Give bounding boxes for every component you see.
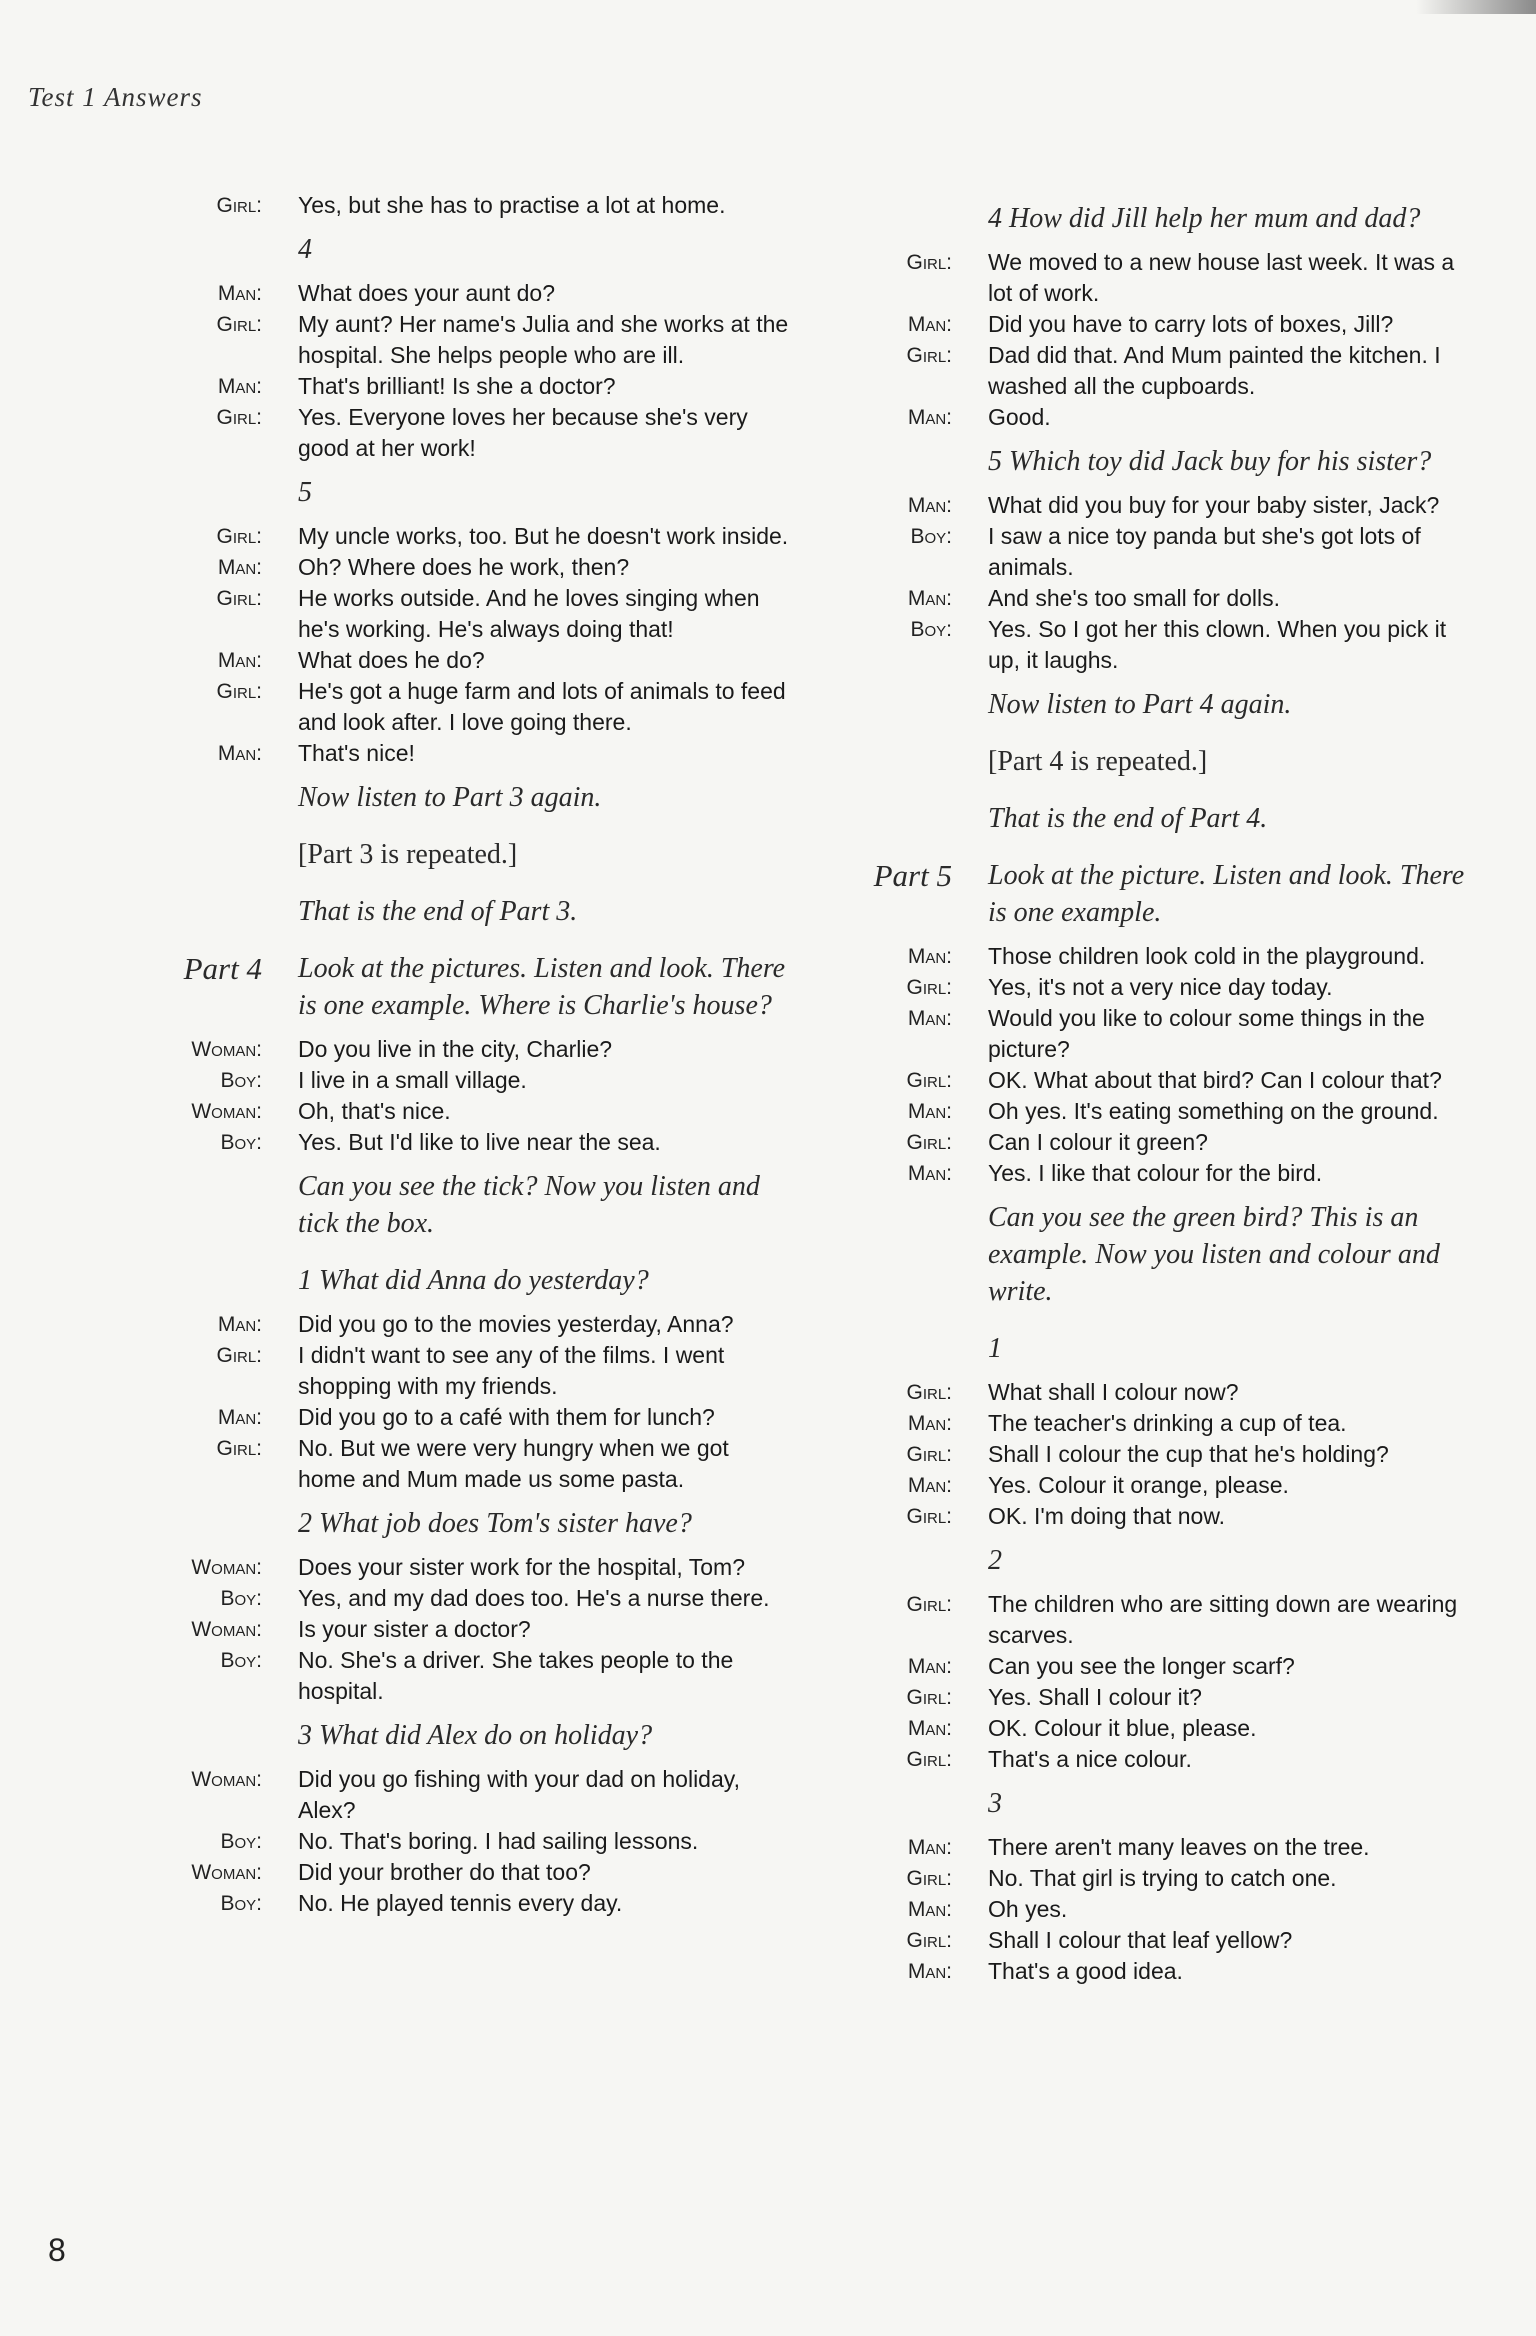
speech-text: Yes. Colour it orange, please. [988, 1472, 1289, 1498]
speaker-label: Man: [907, 494, 952, 517]
speaker-label: Girl: [906, 344, 952, 367]
speech-text: Do you live in the city, Charlie? [298, 1036, 613, 1062]
speaker-label: Girl: [216, 1344, 262, 1367]
speaker-label: Woman: [191, 1100, 262, 1123]
speaker-label: Man: [907, 1007, 952, 1030]
speaker-label: Girl: [216, 313, 262, 336]
speech-text: Yes. Shall I colour it? [988, 1684, 1202, 1710]
dialogue-line [840, 1439, 1480, 1470]
speech-text: Shall I colour that leaf yellow? [988, 1927, 1293, 1953]
dialogue-line [840, 247, 1480, 309]
speaker-label: Man: [907, 1836, 952, 1859]
speech-text: The teacher's drinking a cup of tea. [988, 1410, 1347, 1436]
speech-text: And she's too small for dolls. [988, 585, 1281, 611]
speech-text: I saw a nice toy panda but she's got lots of animals. [988, 523, 1421, 580]
speaker-label: Man: [907, 1717, 952, 1740]
dialogue-line [150, 1826, 790, 1857]
dialogue-line [150, 371, 790, 402]
dialogue-line [840, 1956, 1480, 1987]
question-number [840, 1542, 1480, 1579]
instruction-text [840, 686, 1480, 723]
speech-text: There aren't many leaves on the tree. [988, 1834, 1370, 1860]
speech-text: Yes. So I got her this clown. When you pick it up, it laughs. [988, 616, 1447, 673]
dialogue-line [840, 521, 1480, 583]
speech-text: I didn't want to see any of the films. I went shopping with my friends. [298, 1342, 725, 1399]
dialogue-line [150, 1645, 790, 1707]
dialogue-line [840, 1651, 1480, 1682]
speech-text: That's a good idea. [988, 1958, 1183, 1984]
dialogue-line [150, 1857, 790, 1888]
speech-text: He works outside. And he loves singing when he's working. He's always doing that! [298, 585, 760, 642]
speech-text: Yes, it's not a very nice day today. [988, 974, 1333, 1000]
dialogue-line [150, 402, 790, 464]
speech-text: Yes, and my dad does too. He's a nurse there. [298, 1585, 770, 1611]
instruction-text [150, 1262, 790, 1299]
dialogue-line [840, 1470, 1480, 1501]
speaker-label: Man: [907, 1100, 952, 1123]
speaker-label: Woman: [191, 1618, 262, 1641]
instruction-content: Look at the picture. Listen and look. There is one example. [988, 860, 1465, 928]
instruction-text [150, 836, 790, 873]
speaker-label: Boy: [220, 1131, 262, 1154]
speech-text: No. She's a driver. She takes people to the hospital. [298, 1647, 734, 1704]
speaker-label: Girl: [906, 1505, 952, 1528]
dialogue-line [150, 645, 790, 676]
instruction-text [150, 1717, 790, 1754]
speaker-label: Girl: [906, 1929, 952, 1952]
dialogue-line [840, 1127, 1480, 1158]
dialogue-line [150, 1127, 790, 1158]
dialogue-line [150, 1433, 790, 1495]
dialogue-line [840, 614, 1480, 676]
instruction-text [840, 800, 1480, 837]
speaker-label: Man: [907, 313, 952, 336]
speaker-label: Man: [217, 556, 262, 579]
instruction-content: 3 What did Alex do on holiday? [298, 1720, 653, 1751]
speech-text: Oh, that's nice. [298, 1098, 451, 1124]
question-number [840, 1330, 1480, 1367]
question-number [150, 231, 790, 268]
instruction-content: 3 [988, 1788, 1002, 1819]
dialogue-line [840, 1713, 1480, 1744]
speech-text: Good. [988, 404, 1051, 430]
speaker-label: Girl: [216, 680, 262, 703]
speaker-label: Man: [217, 1406, 262, 1429]
speaker-label: Man: [907, 1960, 952, 1983]
instruction-content: Can you see the tick? Now you listen and tick the box. [298, 1171, 760, 1239]
dialogue-line [150, 1888, 790, 1919]
dialogue-line [840, 1003, 1480, 1065]
speech-text: My uncle works, too. But he doesn't work inside. [298, 523, 789, 549]
speech-text: OK. What about that bird? Can I colour that? [988, 1067, 1442, 1093]
speech-text: Would you like to colour some things in the picture? [988, 1005, 1425, 1062]
dialogue-line [150, 1552, 790, 1583]
speech-text: Dad did that. And Mum painted the kitchen. I washed all the cupboards. [988, 342, 1441, 399]
speech-text: Can you see the longer scarf? [988, 1653, 1295, 1679]
dialogue-line [840, 402, 1480, 433]
scan-edge-shadow [1416, 0, 1536, 14]
dialogue-line [840, 1682, 1480, 1713]
dialogue-line [840, 1832, 1480, 1863]
speech-text: No. That's boring. I had sailing lessons. [298, 1828, 699, 1854]
speech-text: Yes, but she has to practise a lot at home. [298, 192, 726, 218]
speech-text: Shall I colour the cup that he's holding? [988, 1441, 1389, 1467]
speaker-label: Woman: [191, 1861, 262, 1884]
dialogue-line [150, 278, 790, 309]
speaker-label: Man: [907, 1898, 952, 1921]
speech-text: We moved to a new house last week. It was a lot of work. [988, 249, 1455, 306]
speech-text: OK. I'm doing that now. [988, 1503, 1226, 1529]
dialogue-line [840, 1158, 1480, 1189]
speaker-label: Man: [217, 742, 262, 765]
instruction-text [840, 1199, 1480, 1310]
speaker-label: Woman: [191, 1768, 262, 1791]
instruction-text [150, 1505, 790, 1542]
speech-text: Oh yes. [988, 1896, 1068, 1922]
speech-text: Oh yes. It's eating something on the ground. [988, 1098, 1439, 1124]
speech-text: No. He played tennis every day. [298, 1890, 623, 1916]
part-label: Part 5 [873, 858, 952, 893]
dialogue-line [840, 1863, 1480, 1894]
speech-text: What did you buy for your baby sister, Jack? [988, 492, 1440, 518]
dialogue-line [150, 1764, 790, 1826]
dialogue-line [150, 1402, 790, 1433]
speech-text: That's a nice colour. [988, 1746, 1192, 1772]
dialogue-line [150, 738, 790, 769]
speaker-label: Girl: [906, 1867, 952, 1890]
speaker-label: Boy: [910, 525, 952, 548]
dialogue-line [150, 309, 790, 371]
instruction-text [150, 1168, 790, 1242]
speech-text: My aunt? Her name's Julia and she works at the hospital. She helps people who are ill. [298, 311, 789, 368]
part-heading [840, 857, 1480, 931]
speaker-label: Man: [217, 282, 262, 305]
dialogue-line [150, 1309, 790, 1340]
instruction-text [840, 443, 1480, 480]
speaker-label: Girl: [906, 1131, 952, 1154]
instruction-content: 4 [298, 234, 312, 265]
speech-text: OK. Colour it blue, please. [988, 1715, 1257, 1741]
speaker-label: Boy: [220, 1830, 262, 1853]
instruction-content: Now listen to Part 3 again. [298, 782, 602, 813]
dialogue-line [150, 552, 790, 583]
speech-text: Did you have to carry lots of boxes, Jill? [988, 311, 1394, 337]
instruction-content: 2 What job does Tom's sister have? [298, 1508, 692, 1539]
dialogue-line [150, 1065, 790, 1096]
dialogue-line [150, 676, 790, 738]
left-column [150, 190, 790, 1919]
instruction-content: Now listen to Part 4 again. [988, 689, 1292, 720]
instruction-content: 5 Which toy did Jack buy for his sister? [988, 446, 1432, 477]
speaker-label: Girl: [906, 1686, 952, 1709]
dialogue-line [840, 1408, 1480, 1439]
speaker-label: Man: [907, 406, 952, 429]
speaker-label: Boy: [220, 1649, 262, 1672]
dialogue-line [150, 1096, 790, 1127]
page-header: Test 1 Answers [28, 82, 203, 112]
instruction-text [840, 743, 1480, 780]
speaker-label: Girl: [906, 1381, 952, 1404]
dialogue-line [840, 1589, 1480, 1651]
part-heading [150, 950, 790, 1024]
speech-text: Yes. I like that colour for the bird. [988, 1160, 1323, 1186]
instruction-text [150, 893, 790, 930]
speaker-label: Girl: [216, 525, 262, 548]
dialogue-line [840, 1377, 1480, 1408]
dialogue-line [840, 1925, 1480, 1956]
speaker-label: Man: [217, 375, 262, 398]
speaker-label: Girl: [216, 587, 262, 610]
speaker-label: Man: [907, 1655, 952, 1678]
part-label: Part 4 [183, 951, 262, 986]
instruction-content: [Part 4 is repeated.] [988, 746, 1208, 777]
speaker-label: Girl: [216, 1437, 262, 1460]
speech-text: What does he do? [298, 647, 485, 673]
speech-text: Can I colour it green? [988, 1129, 1208, 1155]
instruction-content: 1 What did Anna do yesterday? [298, 1265, 649, 1296]
speaker-label: Boy: [220, 1587, 262, 1610]
speech-text: Yes. Everyone loves her because she's very good at her work! [298, 404, 748, 461]
dialogue-line [840, 1894, 1480, 1925]
dialogue-line [150, 583, 790, 645]
speech-text: Oh? Where does he work, then? [298, 554, 630, 580]
instruction-content: 1 [988, 1333, 1002, 1364]
speaker-label: Woman: [191, 1556, 262, 1579]
speaker-label: Girl: [906, 1748, 952, 1771]
speech-text: What shall I colour now? [988, 1379, 1239, 1405]
speaker-label: Boy: [910, 618, 952, 641]
speaker-label: Man: [217, 649, 262, 672]
speech-text: Is your sister a doctor? [298, 1616, 531, 1642]
speaker-label: Girl: [906, 1443, 952, 1466]
speech-text: No. That girl is trying to catch one. [988, 1865, 1337, 1891]
dialogue-line [840, 309, 1480, 340]
speaker-label: Boy: [220, 1069, 262, 1092]
speaker-label: Girl: [906, 1069, 952, 1092]
instruction-content: 5 [298, 477, 312, 508]
instruction-content: Look at the pictures. Listen and look. There is one example. Where is Charlie's house? [298, 953, 786, 1021]
speech-text: That's nice! [298, 740, 415, 766]
speech-text: Did you go to a café with them for lunch? [298, 1404, 715, 1430]
question-number [150, 474, 790, 511]
question-number [840, 1785, 1480, 1822]
instruction-content: That is the end of Part 3. [298, 896, 578, 927]
speech-text: Did you go fishing with your dad on holiday, Alex? [298, 1766, 740, 1823]
dialogue-line [150, 521, 790, 552]
right-column [840, 190, 1480, 1987]
speech-text: Does your sister work for the hospital, Tom? [298, 1554, 745, 1580]
speech-text: Those children look cold in the playground. [988, 943, 1426, 969]
page-number: 8 [48, 2232, 66, 2268]
dialogue-line [150, 1034, 790, 1065]
dialogue-line [840, 1501, 1480, 1532]
instruction-text [840, 200, 1480, 237]
dialogue-line [840, 941, 1480, 972]
instruction-text [150, 779, 790, 816]
dialogue-line [840, 1744, 1480, 1775]
speaker-label: Man: [907, 1474, 952, 1497]
speaker-label: Girl: [216, 406, 262, 429]
dialogue-line [150, 190, 790, 221]
speaker-label: Girl: [906, 251, 952, 274]
instruction-content: 2 [988, 1545, 1002, 1576]
speaker-label: Man: [217, 1313, 262, 1336]
speaker-label: Man: [907, 1162, 952, 1185]
speaker-label: Man: [907, 945, 952, 968]
speaker-label: Man: [907, 1412, 952, 1435]
dialogue-line [840, 1096, 1480, 1127]
speaker-label: Woman: [191, 1038, 262, 1061]
speech-text: I live in a small village. [298, 1067, 527, 1093]
dialogue-line [840, 1065, 1480, 1096]
speaker-label: Girl: [216, 194, 262, 217]
speech-text: Did you go to the movies yesterday, Anna? [298, 1311, 734, 1337]
speech-text: No. But we were very hungry when we got home and Mum made us some pasta. [298, 1435, 729, 1492]
dialogue-line [840, 340, 1480, 402]
speech-text: Yes. But I'd like to live near the sea. [298, 1129, 661, 1155]
instruction-content: Can you see the green bird? This is an example. Now you listen and colour and write. [988, 1202, 1440, 1307]
speaker-label: Girl: [906, 1593, 952, 1616]
dialogue-line [150, 1583, 790, 1614]
instruction-content: That is the end of Part 4. [988, 803, 1268, 834]
instruction-content: [Part 3 is repeated.] [298, 839, 518, 870]
speech-text: Did your brother do that too? [298, 1859, 591, 1885]
speech-text: That's brilliant! Is she a doctor? [298, 373, 616, 399]
instruction-content: 4 How did Jill help her mum and dad? [988, 203, 1421, 234]
dialogue-line [840, 490, 1480, 521]
speaker-label: Boy: [220, 1892, 262, 1915]
speech-text: What does your aunt do? [298, 280, 555, 306]
dialogue-line [840, 583, 1480, 614]
speaker-label: Girl: [906, 976, 952, 999]
speaker-label: Man: [907, 587, 952, 610]
dialogue-line [150, 1614, 790, 1645]
dialogue-line [840, 972, 1480, 1003]
speech-text: The children who are sitting down are wearing scarves. [988, 1591, 1458, 1648]
speech-text: He's got a huge farm and lots of animals to feed and look after. I love going there. [298, 678, 786, 735]
dialogue-line [150, 1340, 790, 1402]
